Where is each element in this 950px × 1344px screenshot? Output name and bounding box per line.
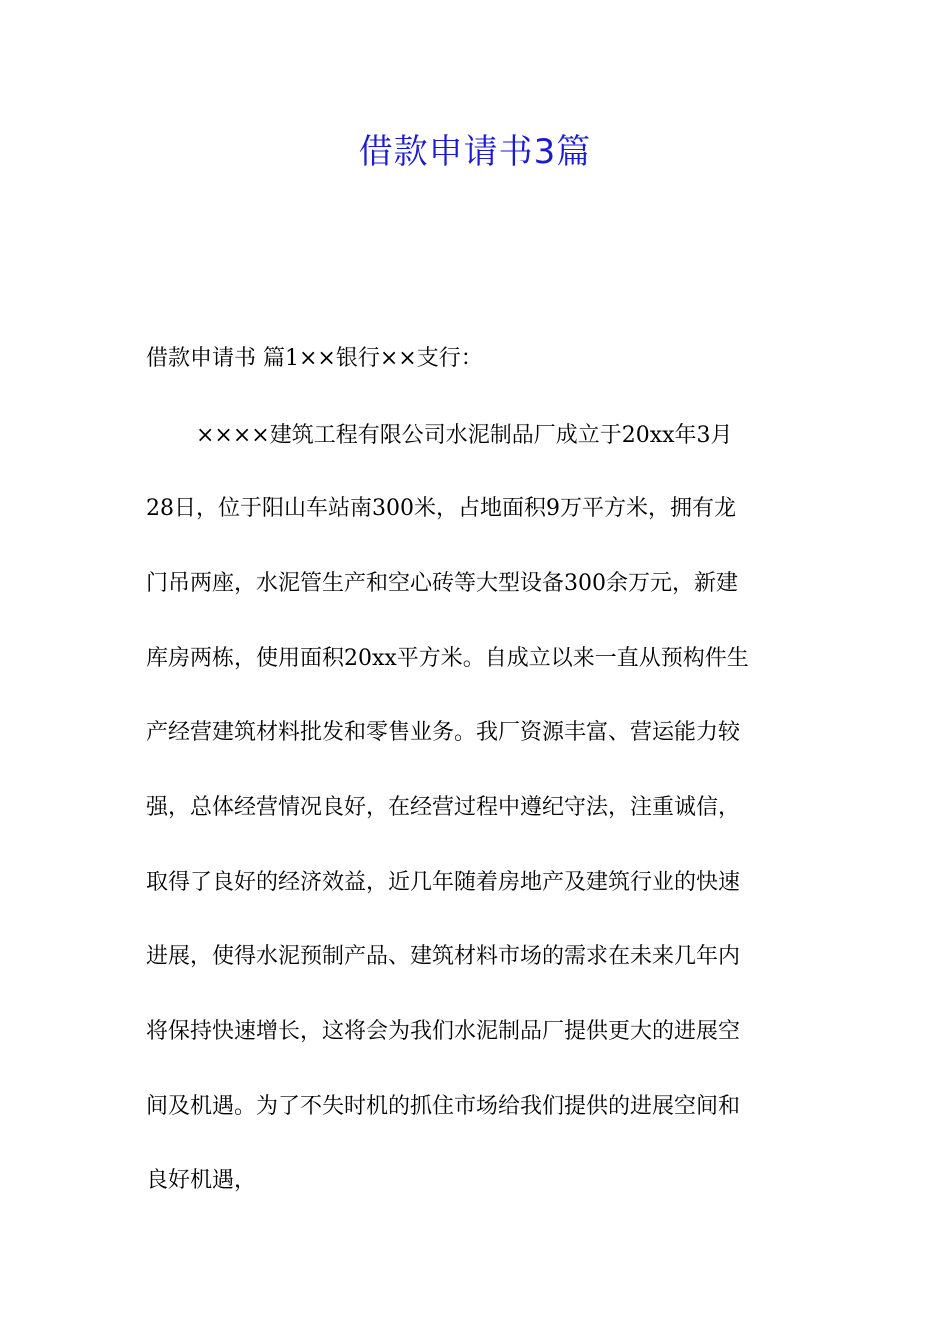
body-line: ××××建筑工程有限公司水泥制品厂成立于20xx年3月 — [196, 423, 733, 448]
body-line: 间及机遇。为了不失时机的抓住市场给我们提供的进展空间和 — [146, 1094, 741, 1119]
salutation-line: 借款申请书 篇1××银行××支行： — [146, 346, 483, 371]
body-line: 强，总体经营情况良好，在经营过程中遵纪守法，注重诚信， — [146, 795, 741, 820]
body-line: 门吊两座，水泥管生产和空心砖等大型设备300余万元，新建 — [146, 571, 738, 596]
body-line: 取得了良好的经济效益，近几年随着房地产及建筑行业的快速 — [146, 870, 741, 895]
body-line: 良好机遇， — [146, 1168, 257, 1193]
document-title: 借款申请书3篇 — [358, 132, 592, 172]
body-line: 产经营建筑材料批发和零售业务。我厂资源丰富、营运能力较 — [146, 720, 741, 745]
body-line: 进展，使得水泥预制产品、建筑材料市场的需求在未来几年内 — [146, 944, 741, 969]
body-line: 库房两栋，使用面积20xx平方米。自成立以来一直从预构件生 — [146, 646, 749, 671]
body-line: 28日，位于阳山车站南300米，占地面积9万平方米，拥有龙 — [146, 496, 736, 521]
body-line: 将保持快速增长，这将会为我们水泥制品厂提供更大的进展空 — [146, 1019, 741, 1044]
